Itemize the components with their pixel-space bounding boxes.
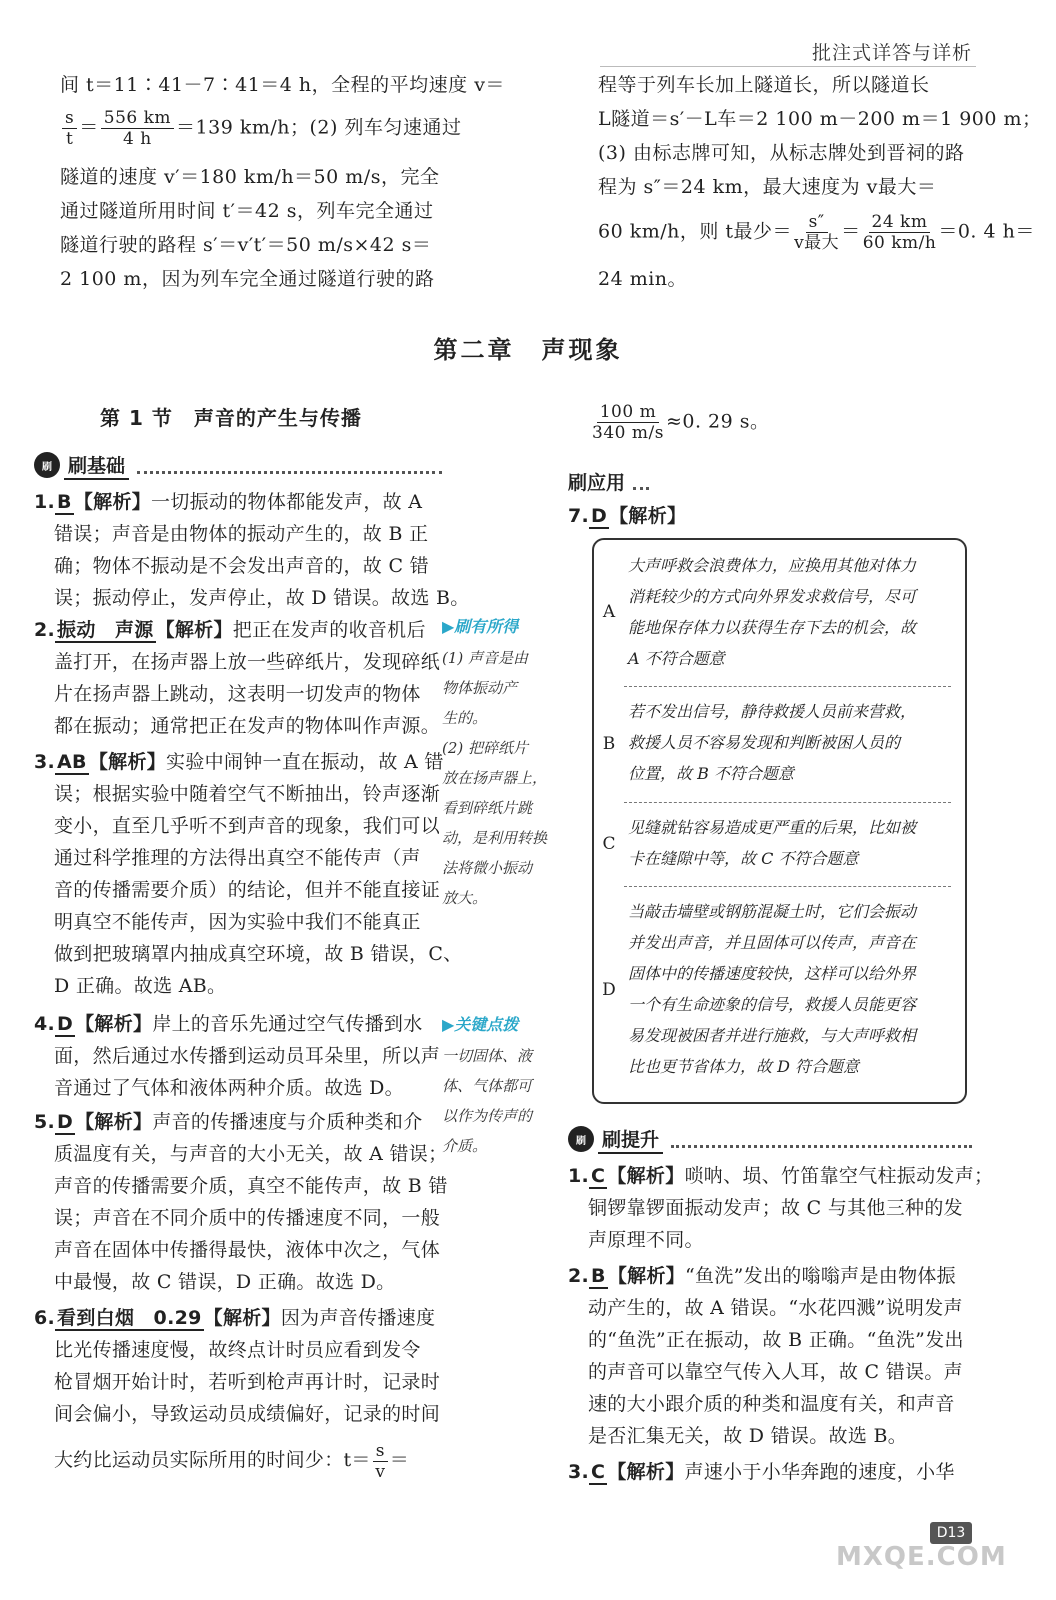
analysis-tag: 【解析】 <box>607 1265 686 1287</box>
item-text: 把正在发声的收音机后 <box>232 619 426 641</box>
item-answer: 振动 声源 <box>57 619 154 641</box>
side-note-text: 法将微小振动 <box>442 859 533 877</box>
analysis-tag: 【解析】 <box>609 505 687 527</box>
numerator: s <box>62 108 77 129</box>
item-answer: B <box>591 1265 606 1287</box>
table-row <box>594 896 965 1092</box>
badge-basic-label: 刷基础 <box>64 451 129 480</box>
option-key: A <box>602 602 616 622</box>
side-note-text: 生的。 <box>442 709 488 727</box>
prev-right-line-5: 24 min。 <box>598 268 688 290</box>
denominator: v <box>375 1461 386 1482</box>
prev-left-line-5: 2 100 m，因为列车完全通过隧道行驶的路 <box>60 268 435 290</box>
table-row <box>594 812 965 882</box>
denominator: t <box>65 129 74 149</box>
fraction <box>101 108 174 149</box>
analysis-tag: 【解析】 <box>75 1111 153 1133</box>
cell-text: 见缝就钻容易造成更严重的后果，比如被 <box>628 818 917 837</box>
prev-left-formula: $\frac{s}{t}$ ＝ $\frac{556 km}{4 h}$ ＝139 km/h；(2) 列车匀速通过 <box>60 108 461 149</box>
brush-icon: 刷 <box>568 1126 594 1152</box>
side-note-text: 介质。 <box>442 1137 488 1155</box>
item-text: 面，然后通过水传播到运动员耳朵里，所以声 <box>54 1045 441 1067</box>
equals-sign: ＝ <box>389 1449 410 1471</box>
analysis-tag: 【解析】 <box>607 1165 685 1187</box>
side-note-title: ▶刷有所得 <box>442 617 519 636</box>
item-text: “鱼洗”发出的嗡嗡声是由物体振 <box>685 1265 956 1287</box>
side-note-insight <box>442 614 547 913</box>
item-text: 比光传播速度慢，故终点计时员应看到发令 <box>54 1339 421 1361</box>
denominator: v最大 <box>794 233 840 253</box>
item-answer: D <box>57 1013 74 1035</box>
side-note-title: ▶关键点拨 <box>442 1015 519 1034</box>
item-number: 5. <box>34 1111 56 1133</box>
item-text: 音的传播需要介质）的结论，但并不能直接证 <box>54 879 441 901</box>
table-row <box>594 550 965 680</box>
item-text: 声音在固体中传播得最快，液体中次之，气体 <box>54 1239 441 1261</box>
side-note-text: 物体振动产 <box>442 679 518 697</box>
cell-text: 大声呼救会浪费体力，应换用其他对体力 <box>628 556 917 575</box>
item-answer: D <box>591 505 608 527</box>
row-divider <box>624 886 951 887</box>
item-answer: AB <box>57 751 87 773</box>
side-note-text: 放大。 <box>442 889 488 907</box>
cell-text: 并发出声音，并且固体可以传声，声音在 <box>628 933 917 952</box>
item-text: 唢呐、埙、竹笛靠空气柱振动发声； <box>684 1165 994 1187</box>
cell-text: 固体中的传播速度较快，这样可以给外界 <box>628 964 917 983</box>
option-key: D <box>602 980 616 1000</box>
item-text: 音通过了气体和液体两种介质。故选 D。 <box>54 1077 404 1099</box>
analysis-tag: 【解析】 <box>155 619 233 641</box>
item-text: 通过科学推理的方法得出真空不能传声（声 <box>54 847 421 869</box>
cell-text: 位置，故 B 不符合题意 <box>628 764 794 783</box>
item-text: 的声音可以靠空气传入人耳，故 C 错误。声 <box>588 1361 963 1383</box>
answer-item-2 <box>34 614 440 742</box>
fraction <box>592 402 664 443</box>
item-text: 错误；声音是由物体的振动产生的，故 B 正 <box>54 523 429 545</box>
badge-apply <box>568 466 968 496</box>
analysis-table <box>592 538 967 1104</box>
item-text: 声音的传播速度与介质种类和介 <box>152 1111 423 1133</box>
item-number: 7. <box>568 505 590 527</box>
answer-item-4 <box>34 1008 440 1104</box>
page-number: D13 <box>930 1522 972 1544</box>
fraction <box>863 212 937 253</box>
dotted-leader <box>633 473 649 490</box>
item-number: 1. <box>34 491 56 513</box>
side-note-text: (2) 把碎纸片 <box>442 739 529 757</box>
cell-text: 若不发出信号，静待救援人员前来营救， <box>628 702 917 721</box>
prev-left-line-1: 间 t＝11∶41－7∶41＝4 h，全程的平均速度 v＝ <box>60 74 505 96</box>
item-text: 因为声音传播速度 <box>280 1307 436 1329</box>
analysis-tag: 【解析】 <box>73 491 152 513</box>
option-analysis <box>628 896 953 1082</box>
item-answer: D <box>57 1111 74 1133</box>
numerator: s <box>373 1441 388 1462</box>
side-note-key-point <box>442 1012 532 1161</box>
answer-item-7 <box>568 500 686 532</box>
watermark: MXQE.COM <box>836 1542 1007 1572</box>
item-text: 都在振动；通常把正在发声的物体叫作声源。 <box>54 715 441 737</box>
improve-item-3 <box>568 1456 955 1488</box>
item-text: 误；振动停止，发声停止，故 D 错误。故选 B。 <box>54 587 470 609</box>
dotted-leader <box>137 457 442 474</box>
section-title: 第 1 节 声音的产生与传播 <box>100 406 362 430</box>
answer-item-5 <box>34 1106 448 1298</box>
item-text: D 正确。故选 AB。 <box>54 975 227 997</box>
analysis-tag: 【解析】 <box>607 1461 685 1483</box>
side-note-text: 体、气体都可 <box>442 1077 533 1095</box>
item-answer: C <box>591 1461 606 1483</box>
side-note-text: 以作为传声的 <box>442 1107 533 1125</box>
q6-continuation <box>590 402 770 443</box>
analysis-tag: 【解析】 <box>75 1013 153 1035</box>
numerator: s″ <box>806 212 828 233</box>
item-text: 质温度有关，与声音的大小无关，故 A 错误； <box>54 1143 448 1165</box>
side-note-text: (1) 声音是由 <box>442 649 529 667</box>
formula-pre: 60 km/h，则 t最少＝ <box>598 220 793 243</box>
prev-left-line-4: 隧道行驶的路程 s′＝v′t′＝50 m/s×42 s＝ <box>60 234 432 256</box>
cell-text: 卡在缝隙中等，故 C 不符合题意 <box>628 849 859 868</box>
badge-improve <box>568 1124 972 1154</box>
item-text: 间会偏小，导致运动员成绩偏好，记录的时间 <box>54 1403 441 1425</box>
item-text: 铜锣靠锣面振动发声；故 C 与其他三种的发 <box>588 1197 963 1219</box>
option-analysis <box>628 550 953 674</box>
item-text: 岸上的音乐先通过空气传播到水 <box>152 1013 423 1035</box>
badge-improve-label: 刷提升 <box>598 1125 663 1154</box>
item-answer: C <box>591 1165 606 1187</box>
side-note-text: 看到碎纸片跳 <box>442 799 533 817</box>
brush-icon: 刷 <box>34 452 60 478</box>
item-answer: B <box>57 491 72 513</box>
answer-item-6 <box>34 1302 440 1482</box>
item-text: 动产生的，故 A 错误。“水花四溅”说明发声 <box>588 1297 963 1319</box>
prev-right-line-4: 程为 s″＝24 km，最大速度为 v最大＝ <box>598 176 937 198</box>
item-text: 误；声音在不同介质中的传播速度不同，一般 <box>54 1207 441 1229</box>
item-text: 做到把玻璃罩内抽成真空环境，故 B 错误，C、 <box>54 943 463 965</box>
item-text: 枪冒烟开始计时，若听到枪声再计时，记录时 <box>54 1371 441 1393</box>
cell-text: 易发现被困者并进行施救，与大声呼救相 <box>628 1026 917 1045</box>
prev-right-line-2: L隧道＝s′－L车＝2 100 m－200 m＝1 900 m； <box>598 108 1042 130</box>
denominator: 4 h <box>123 129 152 149</box>
item-number: 2. <box>568 1265 590 1287</box>
numerator: 556 km <box>101 108 174 129</box>
prev-right-line-3: (3) 由标志牌可知，从标志牌处到晋祠的路 <box>598 142 965 164</box>
dotted-leader <box>671 1131 972 1148</box>
item-text: 中最慢，故 C 错误，D 正确。故选 D。 <box>54 1271 396 1293</box>
fraction <box>373 1441 388 1482</box>
table-row <box>594 696 965 796</box>
row-divider <box>624 802 951 803</box>
numerator: 100 m <box>597 402 659 423</box>
side-note-text: 一切固体、液 <box>442 1047 533 1065</box>
item-text: 声速小于小华奔跑的速度，小华 <box>684 1461 955 1483</box>
fraction <box>794 212 839 253</box>
cell-text: 当敲击墙壁或钢筋混凝土时，它们会振动 <box>628 902 917 921</box>
analysis-tag: 【解析】 <box>88 751 167 773</box>
denominator: 340 m/s <box>592 423 664 443</box>
item-text: 大约比运动员实际所用的时间少：t＝ <box>54 1449 371 1471</box>
denominator: 60 km/h <box>862 233 937 253</box>
option-analysis <box>628 812 953 874</box>
item-text: 实验中闹钟一直在振动，故 A 错 <box>166 751 444 773</box>
item-text: 声音的传播需要介质，真空不能传声，故 B 错 <box>54 1175 448 1197</box>
badge-apply-label: 刷应用 <box>568 471 626 494</box>
item-text: 的“鱼洗”正在振动，故 B 正确。“鱼洗”发出 <box>588 1329 964 1351</box>
row-divider <box>624 686 951 687</box>
option-analysis <box>628 696 953 789</box>
prev-right-line-1: 程等于列车长加上隧道长，所以隧道长 <box>598 74 930 96</box>
option-key: B <box>602 734 616 754</box>
prev-left-line-3: 通过隧道所用时间 t′＝42 s，列车完全通过 <box>60 200 434 222</box>
chapter-title: 第二章 声现象 <box>433 336 623 364</box>
item-number: 3. <box>34 751 56 773</box>
cell-text: A 不符合题意 <box>628 649 725 668</box>
prev-left-line-2: 隧道的速度 v′＝180 km/h＝50 m/s，完全 <box>60 166 440 188</box>
item-text: 盖打开，在扬声器上放一些碎纸片，发现碎纸 <box>54 651 441 673</box>
numerator: 24 km <box>869 212 931 233</box>
cell-text: 救援人员不容易发现和判断被困人员的 <box>628 733 901 752</box>
answer-item-3 <box>34 746 462 1002</box>
formula-rest: ＝139 km/h；(2) 列车匀速通过 <box>176 116 462 139</box>
item-text: 片在扬声器上跳动，这表明一切发声的物体 <box>54 683 421 705</box>
item-text: 是否汇集无关，故 D 错误。故选 B。 <box>588 1425 908 1447</box>
formula-rest: ＝0. 4 h＝ <box>938 220 1035 243</box>
item-text: 明真空不能传声，因为实验中我们不能真正 <box>54 911 421 933</box>
side-note-text: 动，是利用转换 <box>442 829 548 847</box>
answer-item-1 <box>34 486 470 614</box>
item-text: 声原理不同。 <box>588 1229 704 1251</box>
item-text: 速的大小跟介质的种类和温度有关，和声音 <box>588 1393 955 1415</box>
formula-rest: ≈0. 29 s。 <box>665 410 770 433</box>
badge-basic <box>34 450 442 480</box>
option-key: C <box>602 834 616 854</box>
improve-item-2 <box>568 1260 964 1452</box>
item-text: 变小，直至几乎听不到声音的现象，我们可以 <box>54 815 441 837</box>
item-text: 确；物体不振动是不会发出声音的，故 C 错 <box>54 555 429 577</box>
cell-text: 一个有生命迹象的信号，救援人员能更容 <box>628 995 917 1014</box>
cell-text: 能地保存体力以获得生存下去的机会，故 <box>628 618 917 637</box>
analysis-tag: 【解析】 <box>203 1307 281 1329</box>
improve-item-1 <box>568 1160 993 1256</box>
item-number: 2. <box>34 619 56 641</box>
item-text: 误；根据实验中随着空气不断抽出，铃声逐渐 <box>54 783 441 805</box>
header-rule <box>600 66 976 67</box>
fraction <box>62 108 77 149</box>
side-note-text: 放在扬声器上， <box>442 769 548 787</box>
item-number: 3. <box>568 1461 590 1483</box>
item-number: 1. <box>568 1165 590 1187</box>
item-number: 6. <box>34 1307 56 1329</box>
running-header: 批注式详答与详析 <box>811 42 972 64</box>
item-text: 一切振动的物体都能发声，故 A <box>151 491 423 513</box>
prev-right-formula: 60 km/h，则 t最少＝ $\frac{s''}{\text{v最大}}$ ＝ $\frac{24 km}{60 km/h}$ ＝0. 4 h＝ <box>598 212 1035 253</box>
cell-text: 消耗较少的方式向外界发求救信号，尽可 <box>628 587 917 606</box>
cell-text: 比也更节省体力，故 D 符合题意 <box>628 1057 860 1076</box>
item-number: 4. <box>34 1013 56 1035</box>
item-answer: 看到白烟 0.29 <box>57 1307 202 1329</box>
